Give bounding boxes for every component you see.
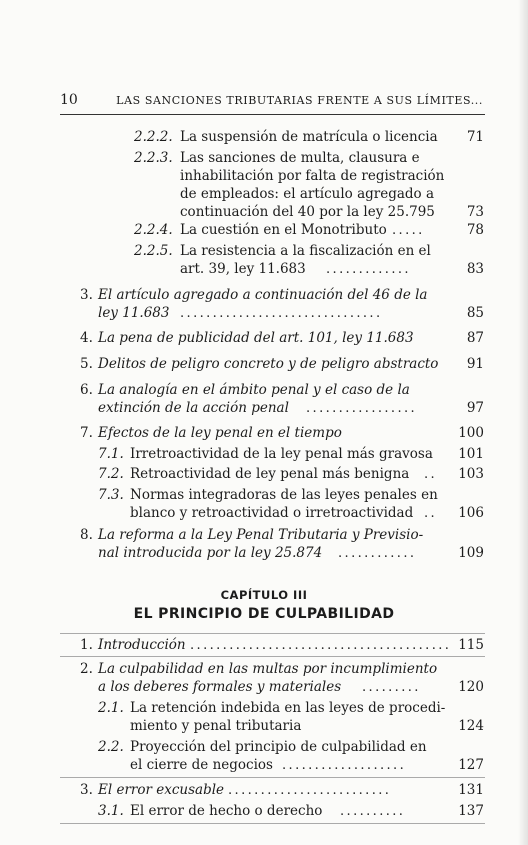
page-edge-shadow xyxy=(518,0,528,845)
entry-number: 3. xyxy=(80,287,93,303)
entry-number: 8. xyxy=(80,527,93,543)
running-title: LAS SANCIONES TRIBUTARIAS FRENTE A SUS LÍMITES... xyxy=(116,94,483,107)
leader-dots: ............................... xyxy=(180,306,383,321)
entry-line: El error de hecho o derecho xyxy=(130,803,323,819)
entry-line: La resistencia a la fiscalización en el xyxy=(180,243,431,259)
entry-line: El artículo agregado a continuación del 46 de la xyxy=(98,287,428,303)
leader-dots: ........................................ xyxy=(190,638,452,653)
leader-dots: ............. xyxy=(326,262,411,277)
entry-page: 106 xyxy=(458,505,484,521)
chapter-label: CAPÍTULO III xyxy=(220,588,308,602)
entry-line: Delitos de peligro concreto y de peligro abstracto xyxy=(98,356,439,372)
entry-page: 101 xyxy=(458,446,484,462)
entry-number: 7.2. xyxy=(98,466,124,482)
entry-line: a los deberes formales y materiales xyxy=(98,679,342,695)
entry-page: 100 xyxy=(458,425,484,441)
entry-line: art. 39, ley 11.683 xyxy=(180,261,306,277)
entry-line: Retroactividad de ley penal más benigna xyxy=(130,466,410,482)
entry-line: El error excusable xyxy=(98,782,225,798)
entry-number: 2.2. xyxy=(98,739,124,755)
leader-dots: .. xyxy=(424,467,438,482)
entry-number: 5. xyxy=(80,356,93,372)
leader-dots: ......................... xyxy=(228,783,392,798)
entry-line: inhabilitación por falta de registración xyxy=(180,168,445,184)
entry-number: 3. xyxy=(80,782,93,798)
entry-line: blanco y retroactividad o irretroactividad xyxy=(130,505,414,521)
entry-page: 91 xyxy=(466,356,484,372)
entry-number: 2.1. xyxy=(98,700,124,716)
entry-line: nal introducida por la ley 25.874 xyxy=(98,545,323,561)
entry-line: La cuestión en el Monotributo xyxy=(180,222,387,238)
entry-line: ley 11.683 xyxy=(98,305,170,321)
entry-line: La culpabilidad en las multas por incumplimiento xyxy=(98,661,438,677)
entry-page: 78 xyxy=(466,222,484,238)
chapter-title: EL PRINCIPIO DE CULPABILIDAD xyxy=(133,606,395,622)
divider xyxy=(60,777,485,778)
page-header xyxy=(60,90,485,115)
entry-number: 3.1. xyxy=(98,803,124,819)
entry-page: 103 xyxy=(458,466,484,482)
entry-number: 2.2.2. xyxy=(134,129,173,145)
entry-number: 1. xyxy=(80,637,93,653)
leader-dots: ............ xyxy=(338,546,417,561)
entry-page: 97 xyxy=(466,400,484,416)
entry-page: 71 xyxy=(466,129,484,145)
entry-line: Normas integradoras de las leyes penales en xyxy=(130,487,438,503)
entry-page: 83 xyxy=(466,261,484,277)
entry-line: de empleados: el artículo agregado a xyxy=(180,186,435,202)
entry-page: 115 xyxy=(458,637,484,653)
leader-dots: ......... xyxy=(362,680,421,695)
leader-dots: .......... xyxy=(340,804,406,819)
entry-number: 6. xyxy=(80,382,93,398)
leader-dots: ................. xyxy=(306,401,418,416)
entry-line: Proyección del principio de culpabilidad en xyxy=(130,739,427,755)
divider xyxy=(60,656,485,657)
entry-number: 7.3. xyxy=(98,487,124,503)
leader-dots: ..... xyxy=(392,223,425,238)
entry-line: Introducción xyxy=(98,637,186,653)
entry-line: La suspensión de matrícula o licencia xyxy=(180,129,438,145)
entry-number: 2.2.3. xyxy=(134,150,173,166)
entry-line: continuación del 40 por la ley 25.795 xyxy=(180,204,435,220)
entry-page: 127 xyxy=(458,757,484,773)
entry-number: 2. xyxy=(80,661,93,677)
entry-page: 137 xyxy=(458,803,484,819)
page-number: 10 xyxy=(60,92,78,108)
divider xyxy=(60,823,485,824)
entry-page: 120 xyxy=(458,679,484,695)
divider xyxy=(60,633,485,634)
entry-page: 109 xyxy=(458,545,484,561)
entry-page: 85 xyxy=(466,305,484,321)
entry-line: La retención indebida en las leyes de procedi- xyxy=(130,700,446,716)
entry-page: 124 xyxy=(458,718,484,734)
entry-line: Las sanciones de multa, clausura e xyxy=(180,150,420,166)
entry-line: extinción de la acción penal xyxy=(98,400,289,416)
entry-page: 87 xyxy=(466,330,484,346)
leader-dots: .. xyxy=(424,506,438,521)
entry-line: La reforma a la Ley Penal Tributaria y Previsio- xyxy=(98,527,424,543)
entry-line: La pena de publicidad del art. 101, ley 11.683 xyxy=(98,330,414,346)
entry-line: La analogía en el ámbito penal y el caso de la xyxy=(98,382,410,398)
entry-number: 7. xyxy=(80,425,93,441)
entry-page: 73 xyxy=(466,204,484,220)
entry-number: 4. xyxy=(80,330,93,346)
entry-line: Efectos de la ley penal en el tiempo xyxy=(98,425,342,441)
entry-page: 131 xyxy=(458,782,484,798)
entry-line: el cierre de negocios xyxy=(130,757,273,773)
entry-number: 7.1. xyxy=(98,446,124,462)
entry-number: 2.2.4. xyxy=(134,222,173,238)
entry-number: 2.2.5. xyxy=(134,243,173,259)
entry-line: miento y penal tributaria xyxy=(130,718,302,734)
leader-dots: ................... xyxy=(282,758,407,773)
entry-line: Irretroactividad de la ley penal más gravosa xyxy=(130,446,433,462)
